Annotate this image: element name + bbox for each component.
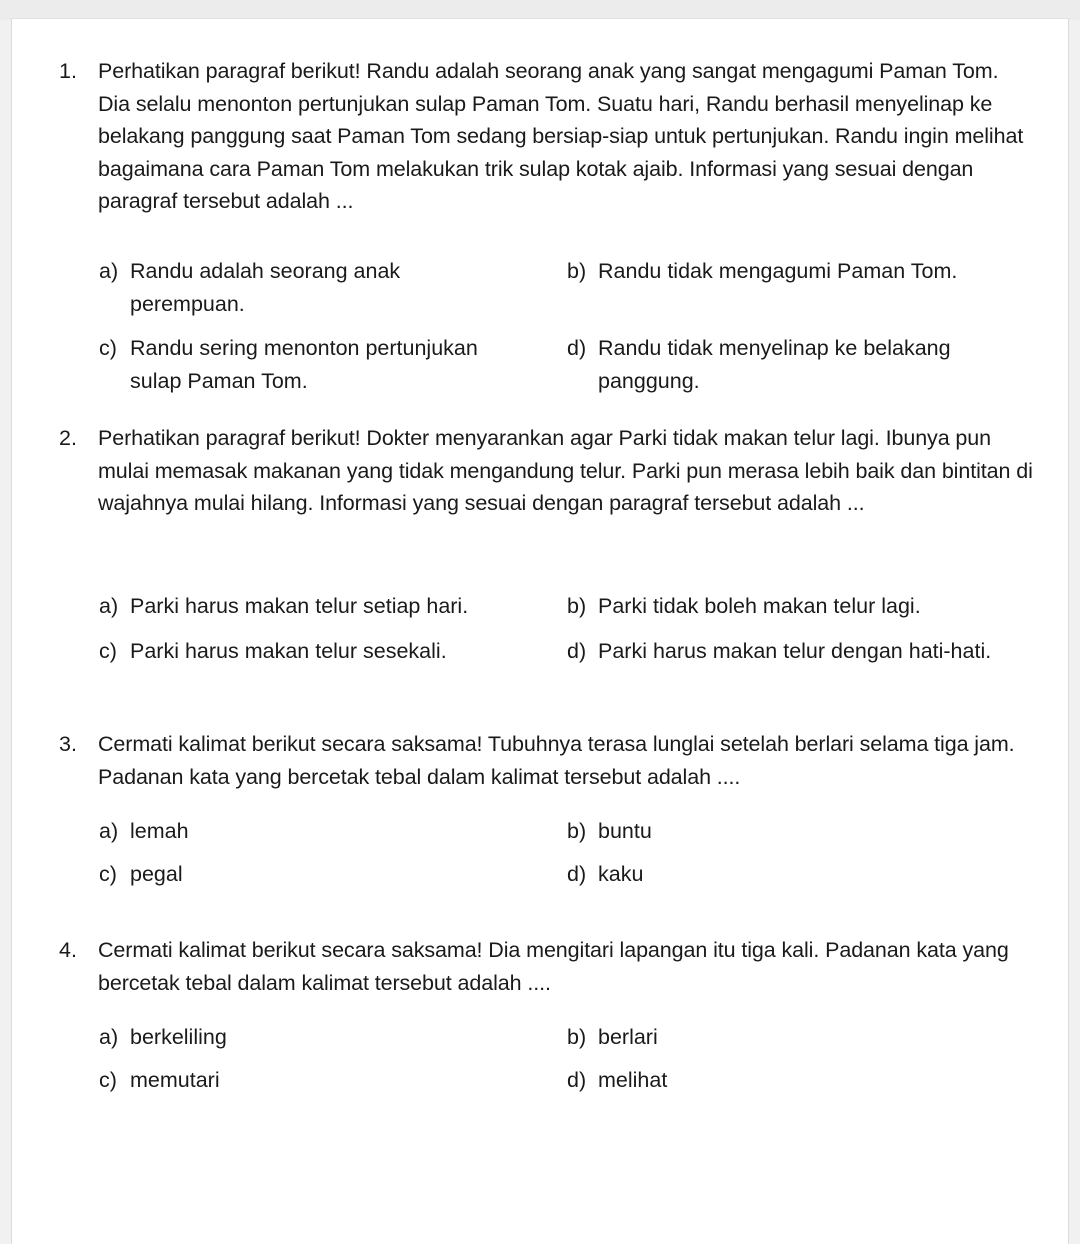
option-letter: a): [99, 259, 119, 283]
option-text: buntu: [598, 819, 652, 843]
option-letter: b): [567, 1025, 587, 1049]
question-text: Perhatikan paragraf berikut! Randu adalah seorang anak yang sangat mengagumi Paman Tom. Dia selalu menonton pertunjukan sulap Paman Tom. Suatu hari, Randu berhasil menyelinap ke belakang panggung saat Paman Tom sedang bersiap-siap untuk pertunjukan. Randu ingin melihat bagaimana cara Paman Tom melakukan trik sulap kotak ajaib. Informasi yang sesuai dengan paragraf tersebut adalah ...: [98, 59, 1024, 213]
option-letter: c): [99, 639, 117, 663]
option-text: Parki tidak boleh makan telur lagi.: [598, 594, 921, 618]
option-letter: d): [567, 1068, 587, 1092]
question-number: 4.: [59, 938, 77, 962]
option-text: kaku: [598, 862, 644, 886]
option-letter: b): [567, 819, 587, 843]
option-letter: a): [99, 594, 119, 618]
option-text: berkeliling: [130, 1025, 227, 1049]
question-text: Perhatikan paragraf berikut! Dokter menyarankan agar Parki tidak makan telur lagi. Ibunya pun mulai memasak makanan yang tidak mengandung telur. Parki pun merasa lebih baik dan bintitan di wajahnya mulai hilang. Informasi yang sesuai dengan paragraf tersebut adalah ...: [98, 426, 1033, 515]
question-number: 1.: [59, 59, 77, 83]
option-letter: a): [99, 819, 119, 843]
question-number: 2.: [59, 426, 77, 450]
option-text: Randu adalah seorang anak perempuan.: [130, 259, 401, 316]
option-text: Parki harus makan telur setiap hari.: [130, 594, 469, 618]
option-letter: a): [99, 1025, 119, 1049]
worksheet-page: [11, 18, 1069, 1244]
option-text: memutari: [130, 1068, 220, 1092]
option-text: berlari: [598, 1025, 658, 1049]
option-text: Randu tidak menyelinap ke belakang panggung.: [598, 336, 951, 393]
option-text: melihat: [598, 1068, 668, 1092]
option-letter: c): [99, 862, 117, 886]
question-text: Cermati kalimat berikut secara saksama! Tubuhnya terasa lunglai setelah berlari selama tiga jam. Padanan kata yang bercetak tebal dalam kalimat tersebut adalah ....: [98, 732, 1015, 789]
option-text: lemah: [130, 819, 189, 843]
option-letter: b): [567, 594, 587, 618]
option-letter: c): [99, 1068, 117, 1092]
top-strip: [0, 0, 1080, 20]
option-letter: d): [567, 639, 587, 663]
option-text: Parki harus makan telur dengan hati-hati.: [598, 639, 992, 663]
option-text: pegal: [130, 862, 183, 886]
question-text: Cermati kalimat berikut secara saksama! Dia mengitari lapangan itu tiga kali. Padanan kata yang bercetak tebal dalam kalimat tersebut adalah ....: [98, 938, 1009, 995]
option-letter: b): [567, 259, 587, 283]
option-letter: c): [99, 336, 117, 360]
question-number: 3.: [59, 732, 77, 756]
option-text: Randu tidak mengagumi Paman Tom.: [598, 259, 958, 283]
option-text: Randu sering menonton pertunjukan sulap Paman Tom.: [130, 336, 478, 393]
option-letter: d): [567, 862, 587, 886]
option-text: Parki harus makan telur sesekali.: [130, 639, 447, 663]
option-letter: d): [567, 336, 587, 360]
